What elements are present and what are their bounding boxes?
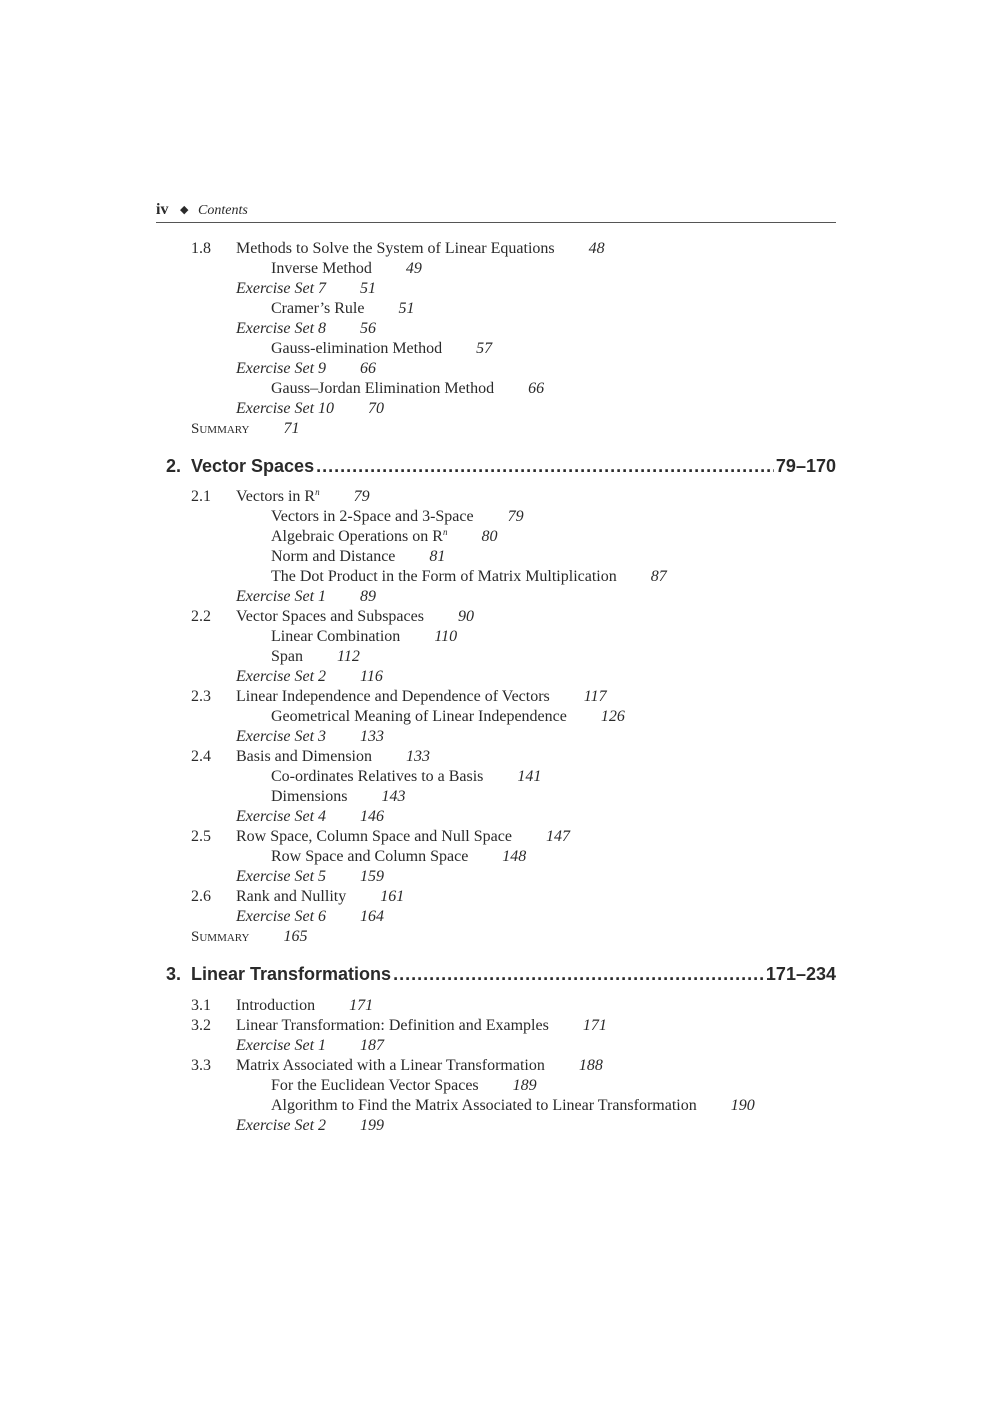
toc-exercise-set	[0, 1036, 992, 1056]
page-number: 117	[583, 688, 607, 705]
page-number: 66	[528, 380, 545, 397]
page-number: 90	[457, 608, 474, 625]
toc-exercise-set	[0, 807, 992, 827]
page-number: 141	[517, 768, 542, 785]
subsection-title: Inverse Method	[271, 260, 372, 277]
page-number: 49	[405, 260, 422, 277]
section-title: Introduction	[236, 997, 316, 1014]
subsection-title: Row Space and Column Space	[271, 848, 469, 865]
dot-leader	[393, 962, 764, 986]
page-number: 126	[600, 708, 625, 725]
page-number: 66	[360, 360, 377, 377]
toc-section-2-2	[0, 607, 992, 627]
subsection-title: For the Euclidean Vector Spaces	[271, 1077, 479, 1094]
superscript: n	[315, 487, 320, 497]
exercise-title: Exercise Set 7	[236, 280, 327, 297]
subsection-title: Vectors in 2-Space and 3-Space	[271, 508, 474, 525]
summary-title: Summary	[191, 421, 250, 437]
diamond-icon: ◆	[180, 204, 189, 216]
section-number: 1.8	[191, 240, 211, 257]
exercise-title: Exercise Set 4	[236, 808, 327, 825]
page-number: 70	[368, 400, 385, 417]
page-number: 116	[360, 668, 383, 685]
page-number: 89	[360, 588, 377, 605]
exercise-title: Exercise Set 1	[236, 588, 327, 605]
page-number: 146	[360, 808, 385, 825]
subsection-title: Gauss-elimination Method	[271, 340, 443, 357]
toc-subsection	[0, 527, 992, 547]
page-number: 159	[360, 868, 385, 885]
page-number: 164	[360, 908, 385, 925]
chapter-3-heading	[166, 962, 836, 986]
running-head-title: Contents	[198, 203, 248, 218]
page-number: 147	[545, 828, 570, 845]
page-number: 188	[578, 1057, 603, 1074]
subsection-title: Algorithm to Find the Matrix Associated to Linear Transformation	[271, 1097, 697, 1114]
toc-exercise-set	[0, 907, 992, 927]
page-number: 48	[588, 240, 605, 257]
toc-exercise-set	[0, 727, 992, 747]
section-number: 3.1	[191, 997, 211, 1014]
section-number: 2.1	[191, 488, 211, 505]
toc-exercise-set	[0, 279, 992, 299]
toc-summary	[0, 419, 992, 439]
page-number: 133	[406, 748, 430, 765]
toc-section-2-3	[0, 687, 992, 707]
section-title: Methods to Solve the System of Linear Equations	[236, 240, 555, 257]
toc-subsection	[0, 647, 992, 667]
section-number: 2.3	[191, 688, 211, 705]
page-number: 57	[476, 340, 493, 357]
section-title: Vector Spaces and Subspaces	[236, 608, 424, 625]
page-number: 189	[512, 1077, 537, 1094]
toc-section-3-3	[0, 1056, 992, 1076]
toc-section-3-2	[0, 1016, 992, 1036]
chapter-number: 3.	[166, 964, 182, 984]
chapter-title: Linear Transformations	[191, 964, 392, 984]
toc-subsection	[0, 567, 992, 587]
page-number: 80	[481, 528, 498, 545]
exercise-title: Exercise Set 8	[236, 320, 327, 337]
toc-exercise-set	[0, 399, 992, 419]
section-number: 3.3	[191, 1057, 211, 1074]
running-head	[156, 201, 836, 223]
section-number: 2.6	[191, 888, 211, 905]
page-number: 143	[381, 788, 406, 805]
exercise-title: Exercise Set 6	[236, 908, 327, 925]
section-title: Basis and Dimension	[236, 748, 372, 765]
toc-subsection	[0, 1096, 992, 1116]
page-number: 56	[360, 320, 377, 337]
toc-section-2-4	[0, 747, 992, 767]
toc-subsection	[0, 547, 992, 567]
subsection-title: Cramer’s Rule	[271, 300, 365, 317]
subsection-title: Geometrical Meaning of Linear Independence	[271, 708, 567, 725]
subsection-title: Span	[271, 648, 303, 665]
subsection-title: Algebraic Operations on R	[271, 528, 443, 545]
chapter-title: Vector Spaces	[191, 456, 315, 476]
page-number: 81	[429, 548, 446, 565]
toc-section-2-5	[0, 827, 992, 847]
toc-subsection	[0, 1076, 992, 1096]
page-number: 71	[283, 420, 300, 437]
subsection-title: Linear Combination	[271, 628, 401, 645]
subsection-title: Norm and Distance	[271, 548, 396, 565]
toc-section-2-6	[0, 887, 992, 907]
exercise-title: Exercise Set 3	[236, 728, 327, 745]
section-number: 3.2	[191, 1017, 211, 1034]
page-folio: iv	[156, 201, 169, 218]
toc-exercise-set	[0, 1116, 992, 1136]
section-title: Linear Transformation: Definition and Examples	[236, 1017, 549, 1034]
section-number: 2.4	[191, 748, 211, 765]
page-number: 112	[337, 648, 360, 665]
exercise-title: Exercise Set 2	[236, 668, 327, 685]
toc-summary	[0, 927, 992, 947]
section-title: Matrix Associated with a Linear Transformation	[236, 1057, 545, 1074]
toc-exercise-set	[0, 667, 992, 687]
chapter-page-range: 79–170	[775, 456, 836, 476]
toc-subsection	[0, 259, 992, 279]
toc-exercise-set	[0, 587, 992, 607]
toc-exercise-set	[0, 319, 992, 339]
page-number: 190	[730, 1097, 755, 1114]
exercise-title: Exercise Set 2	[236, 1117, 327, 1134]
section-title: Rank and Nullity	[236, 888, 347, 905]
page-number: 110	[434, 628, 458, 645]
toc-subsection	[0, 379, 992, 399]
toc-subsection	[0, 507, 992, 527]
toc-subsection	[0, 767, 992, 787]
page-number: 161	[380, 888, 405, 905]
chapter-page-range: 171–234	[765, 964, 836, 984]
page-number: 171	[582, 1017, 607, 1034]
chapter-2-heading	[166, 454, 836, 478]
subsection-title: Gauss–Jordan Elimination Method	[271, 380, 495, 397]
page-number: 165	[283, 928, 308, 945]
page-number: 148	[502, 848, 527, 865]
page-number: 171	[349, 997, 374, 1014]
page-number: 51	[360, 280, 377, 297]
subsection-title: Dimensions	[271, 788, 348, 805]
exercise-title: Exercise Set 5	[236, 868, 327, 885]
toc-subsection	[0, 787, 992, 807]
exercise-title: Exercise Set 9	[236, 360, 327, 377]
page-number: 79	[353, 488, 370, 505]
section-number: 2.5	[191, 828, 211, 845]
toc-exercise-set	[0, 867, 992, 887]
toc-subsection	[0, 339, 992, 359]
superscript: n	[442, 527, 448, 537]
page-number: 79	[507, 508, 524, 525]
section-title: Vectors in R	[236, 488, 316, 505]
toc-subsection	[0, 627, 992, 647]
toc-subsection	[0, 299, 992, 319]
section-title: Linear Independence and Dependence of Vectors	[236, 688, 550, 705]
toc-subsection	[0, 847, 992, 867]
summary-title: Summary	[191, 929, 250, 945]
page-number: 51	[398, 300, 415, 317]
toc-section-2-1	[0, 487, 992, 507]
subsection-title: The Dot Product in the Form of Matrix Multiplication	[271, 568, 617, 585]
page-number: 133	[360, 728, 385, 745]
toc-section-3-1	[0, 996, 992, 1016]
dot-leader	[316, 454, 774, 478]
toc-section-1-8	[0, 239, 992, 259]
subsection-title: Co-ordinates Relatives to a Basis	[271, 768, 484, 785]
exercise-title: Exercise Set 1	[236, 1037, 327, 1054]
toc-subsection	[0, 707, 992, 727]
page-number: 199	[360, 1117, 385, 1134]
toc-exercise-set	[0, 359, 992, 379]
section-number: 2.2	[191, 608, 211, 625]
exercise-title: Exercise Set 10	[236, 400, 335, 417]
section-title: Row Space, Column Space and Null Space	[236, 828, 512, 845]
chapter-number: 2.	[166, 456, 182, 476]
page-number: 87	[650, 568, 667, 585]
page-number: 187	[360, 1037, 385, 1054]
